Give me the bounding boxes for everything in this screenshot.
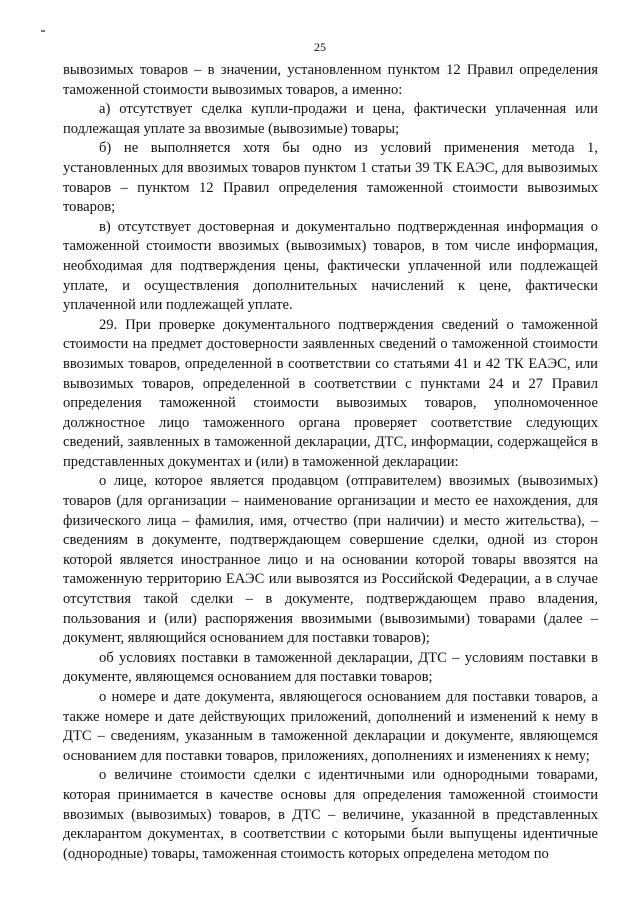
page-number: 25 <box>314 40 326 54</box>
paragraph-seller-info: о лице, которое является продавцом (отправителем) ввозимых (вывозимых) товаров (для организации – наименование организации и место ее нахождения, для физического лица – фамилия, имя, отчество (при наличии) и место жительства), – сведениям в документе, подтверждающем совершение сделки, одной из сторон которой является иностранное лицо и на основании которой товары ввозятся на таможенную территорию ЕАЭС или вывозятся из Российской Федерации, а в случае отсутствия такой сделки – в документе, подтверждающем право владения, пользования и (или) распоряжения ввозимыми (вывозимыми) товарами (далее – документ, являющийся основанием для поставки товаров); <box>63 473 598 647</box>
paragraph-29: 29. При проверке документального подтверждения сведений о таможенной стоимости на предмет достоверности заявленных сведений о таможенной стоимости ввозимых товаров, определенной в соответствии со статьями 41 и 42 ТК ЕАЭС, или вывозимых товаров, определенной в соответствии с пунктами 24 и 27 Правил определения таможенной стоимости вывозимых товаров, уполномоченное должностное лицо таможенного органа проверяет соответствие следующих сведений, заявленных в таможенной декларации, ДТС, информации, содержащейся в представленных документах и (или) в таможенной декларации: <box>63 316 598 470</box>
paragraph-item-a: а) отсутствует сделка купли-продажи и цена, фактически уплаченная или подлежащая уплате за ввозимые (вывозимые) товары; <box>63 101 598 137</box>
document-body <box>63 61 598 864</box>
paragraph-delivery-terms: об условиях поставки в таможенной декларации, ДТС – условиям поставки в документе, являющемся основанием для поставки товаров; <box>63 649 598 686</box>
paragraph-item-b: б) не выполняется хотя бы одно из условий применения метода 1, установленных для ввозимых товаров пунктом 1 статьи 39 ТК ЕАЭС, для вывозимых товаров – пунктом 12 Правил определения таможенной стоимости вывозимых товаров; <box>63 140 598 216</box>
paragraph-export-goods: вывозимых товаров – в значении, установленном пунктом 12 Правил определения таможенной стоимости вывозимых товаров, а именно: <box>63 62 598 98</box>
paragraph-transaction-value: о величине стоимости сделки с идентичными или однородными товарами, которая принимается в качестве основы для определения таможенной стоимости ввозимых (вывозимых) товаров, в ДТС – величине, указанной в представленных декларантом документах, в соответствии с которыми были выпущены идентичные (однородные) товары, таможенная стоимость которых определена методом по <box>63 767 598 862</box>
paragraph-document-number-date: о номере и дате документа, являющегося основанием для поставки товаров, а также номере и дате действующих приложений, дополнений и изменений к нему в ДТС – сведениям, указанным в таможенной декларации и документе, являющемся основанием для поставки товаров, приложениях, дополнениях и изменениях к нему; <box>63 689 598 764</box>
paragraph-item-v: в) отсутствует достоверная и документально подтвержденная информация о таможенной стоимости ввозимых (вывозимых) товаров, в том числе информация, необходимая для подтверждения цены, фактически уплаченной или подлежащей уплате, и осуществления дополнительных начислений к цене, фактически уплаченной или подлежащей уплате. <box>63 218 598 314</box>
scan-mark <box>41 30 45 32</box>
